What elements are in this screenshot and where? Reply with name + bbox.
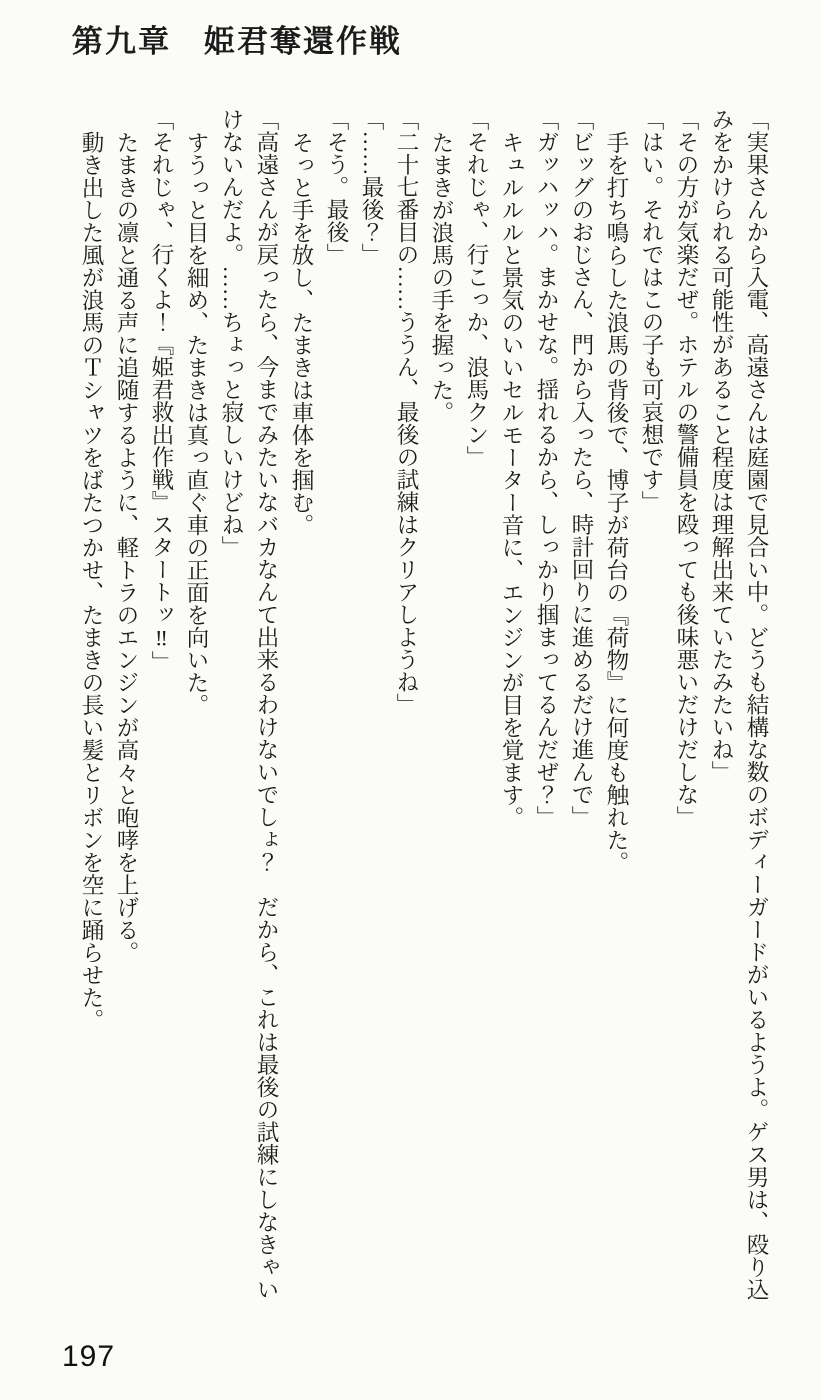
dialogue-line: 「二十七番目の……ううん、最後の試練はクリアしようね」 bbox=[394, 108, 419, 716]
dialogue-line: 「ビッグのおじさん、門から入ったら、時計回りに進めるだけ進んで」 bbox=[569, 108, 594, 828]
narration-line: すうっと目を細め、たまきは真っ直ぐ車の正面を向いた。 bbox=[184, 130, 209, 716]
dialogue-line: 「それじゃ、行くよ！『姫君救出作戦』スタートッ‼」 bbox=[149, 108, 174, 673]
dialogue-line: 「高遠さんが戻ったら、今までみたいなバカなんて出来るわけないでしょ？ だから、これは最後の試練にしなきゃいけないんだよ。……ちょっと寂しいけどね」 bbox=[219, 108, 279, 1301]
dialogue-line: 「それじゃ、行こっか、浪馬クン」 bbox=[464, 108, 489, 468]
dialogue-line: 「そう。最後」 bbox=[324, 108, 349, 266]
narration-line: たまきの凛と通る声に追随するように、軽トラのエンジンが高々と咆哮を上げる。 bbox=[114, 130, 139, 963]
narration-line: そっと手を放し、たまきは車体を掴む。 bbox=[289, 130, 314, 536]
narration-line: キュルルルと景気のいいセルモーター音に、エンジンが目を覚ます。 bbox=[499, 130, 524, 828]
narration-line: たまきが浪馬の手を握った。 bbox=[429, 130, 454, 423]
dialogue-line: 「はい。それではこの子も可哀想です」 bbox=[639, 108, 664, 513]
dialogue-line: 「その方が気楽だぜ。ホテルの警備員を殴っても後味悪いだけだしな」 bbox=[674, 108, 699, 828]
page-number: 197 bbox=[62, 1340, 116, 1373]
dialogue-line: 「実果さんから入電、高遠さんは庭園で見合い中。どうも結構な数のボディーガードがいるようよ。ゲス男は、殴り込みをかけられる可能性があること程度は理解出来ていたみたいね」 bbox=[709, 108, 769, 1301]
dialogue-line: 「ガッハッハ。まかせな。揺れるから、しっかり掴まってるんだぜ？」 bbox=[534, 108, 559, 828]
narration-line: 動き出した風が浪馬のＴシャツをばたつかせ、たまきの長い髪とリボンを空に踊らせた。 bbox=[79, 130, 104, 1031]
dialogue-line: 「……最後？」 bbox=[359, 108, 384, 266]
narration-line: 手を打ち鳴らした浪馬の背後で、博子が荷台の『荷物』に何度も触れた。 bbox=[604, 130, 629, 873]
chapter-title: 第九章 姫君奪還作戦 bbox=[72, 24, 402, 59]
body-text-block bbox=[74, 108, 774, 1304]
